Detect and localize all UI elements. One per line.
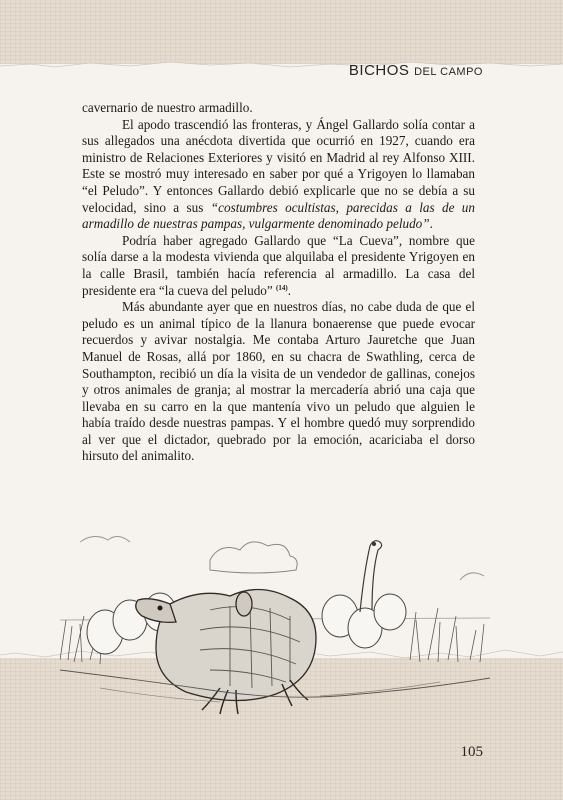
paragraph-4: Más abundante ayer que en nuestros días, no cabe duda de que el peludo es un animal típico de la llanura bonaerense que puede evocar recuerdos y avivar nostalgia. Me contaba Arturo Jauretche que Juan Manuel de Rosas, allá por 1860, en su chacra de Swathling, cerca de Southampton, recibió un día la visita de un vendedor de gallinas, conejos y otros animales de granja; al mostrar la mercadería abrió una caja que llevaba en su carro en la que mantenía vivo un peludo que alguien le había traído desde nuestras pampas. Y el hombre quedó muy sorprendido al ver que el dictador, quebrado por la emoción, acariciaba el dorso hirsuto del animalito.: [82, 299, 475, 464]
paragraph-2: [82, 117, 475, 233]
paragraph-2-end: .: [429, 216, 433, 232]
paragraph-2-quote: “costumbres ocultistas, parecidas a las de un armadillo de nuestras pampas, vulgarmente denominado peludo”: [82, 199, 475, 232]
running-header: [349, 62, 483, 79]
header-title-rest: DEL CAMPO: [414, 66, 483, 78]
paragraph-3: [82, 233, 475, 299]
header-title-main: BICHOS: [348, 62, 410, 79]
body-text: [82, 100, 475, 465]
paragraph-3-end: .: [287, 282, 292, 298]
armadillo-illustration: [60, 520, 490, 730]
paragraph-1: cavernario de nuestro armadillo.: [82, 100, 253, 115]
page-number: 105: [460, 744, 483, 760]
paragraph-3-text: Podría haber agregado Gallardo que “La Cueva”, nombre que solía darse a la modesta vivienda que alquilaba el presidente Yrigoyen en la calle Brasil, también hacía referencia al armadillo. La casa del presidente era “la cueva del peludo”: [82, 232, 475, 298]
footnote-ref: (14): [276, 283, 288, 292]
paragraph-2-text: El apodo trascendió las fronteras, y Ángel Gallardo solía contar a sus allegados una anécdota divertida que ocurrió en 1927, cuando era ministro de Relaciones Exteriores y visitó en Madrid al rey Alfonso XIII. Este se mostró muy interesado en saber por qué a Yrigoyen lo llamaban “el Peludo”. Y entonces Gallardo debió explicarle que no se debía a su velocidad, sino a sus: [82, 116, 475, 215]
